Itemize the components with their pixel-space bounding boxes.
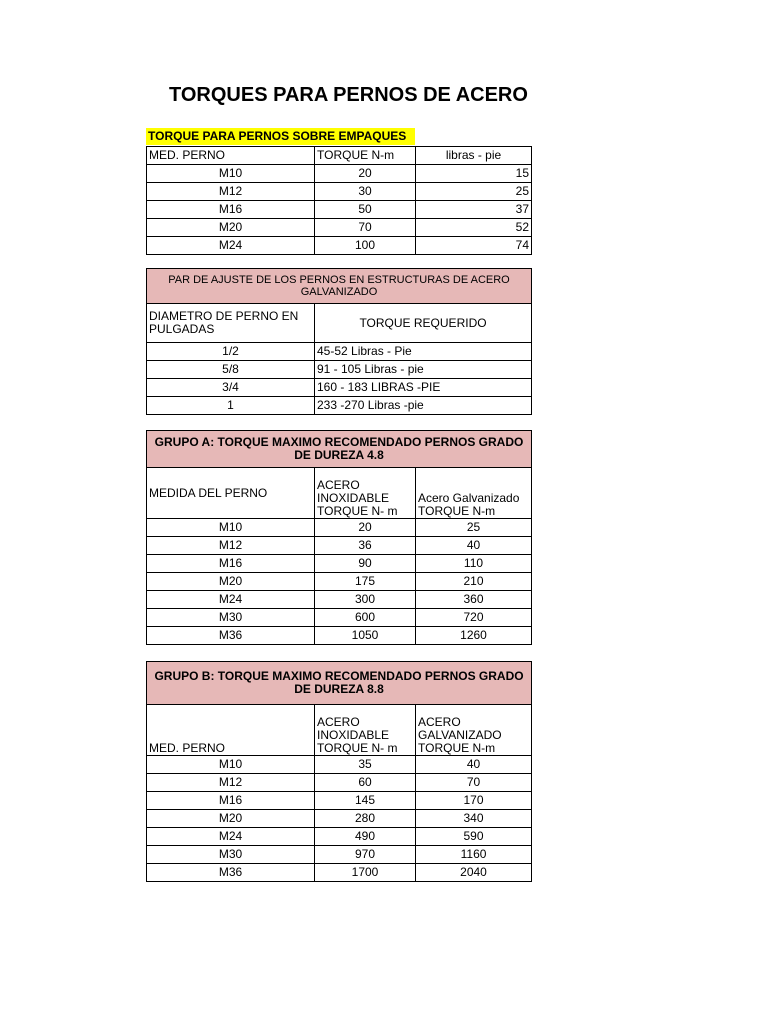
table-cell: 160 - 183 LIBRAS -PIE — [315, 379, 532, 397]
table-cell: M12 — [147, 774, 315, 792]
table-grupo-a — [146, 430, 532, 645]
table-row — [147, 627, 532, 645]
table-caption-row — [147, 431, 532, 468]
table-cell: 90 — [315, 555, 416, 573]
table-cell: 70 — [416, 774, 532, 792]
table-cell: 20 — [315, 165, 416, 183]
table-cell: 74 — [416, 237, 532, 255]
table-cell: 2040 — [416, 864, 532, 882]
table-cell: M20 — [147, 219, 315, 237]
table-cell: M16 — [147, 555, 315, 573]
table-row — [147, 397, 532, 415]
table-cell: M36 — [147, 864, 315, 882]
table-cell: 175 — [315, 573, 416, 591]
table-cell: 720 — [416, 609, 532, 627]
header-cell: DIAMETRO DE PERNO EN PULGADAS — [147, 304, 315, 343]
table-row — [147, 591, 532, 609]
table-cell: M24 — [147, 237, 315, 255]
table-cell: 91 - 105 Libras - pie — [315, 361, 532, 379]
table-cell: 110 — [416, 555, 532, 573]
table-cell: 300 — [315, 591, 416, 609]
table4-caption: GRUPO B: TORQUE MAXIMO RECOMENDADO PERNOS GRADO DE DUREZA 8.8 — [147, 662, 532, 705]
table-cell: 25 — [416, 183, 532, 201]
table-cell: M16 — [147, 792, 315, 810]
table-caption-row — [147, 269, 532, 304]
table-cell: M10 — [147, 756, 315, 774]
table-cell: 145 — [315, 792, 416, 810]
table-cell: 25 — [416, 519, 532, 537]
table-cell: 30 — [315, 183, 416, 201]
table-cell: 40 — [416, 756, 532, 774]
header-cell: ACERO GALVANIZADO TORQUE N-m — [416, 705, 532, 756]
table-cell: M24 — [147, 591, 315, 609]
table-header-row — [147, 468, 532, 519]
table-header-row — [147, 147, 532, 165]
table-row — [147, 774, 532, 792]
header-cell: libras - pie — [416, 147, 532, 165]
table-row — [147, 379, 532, 397]
table-cell: 1160 — [416, 846, 532, 864]
table-cell: 1700 — [315, 864, 416, 882]
table1-caption: TORQUE PARA PERNOS SOBRE EMPAQUES — [146, 128, 415, 145]
table-row — [147, 201, 532, 219]
header-cell: TORQUE N-m — [315, 147, 416, 165]
table-cell: M16 — [147, 201, 315, 219]
table-row — [147, 828, 532, 846]
table-row — [147, 183, 532, 201]
header-cell: ACERO INOXIDABLE TORQUE N- m — [315, 468, 416, 519]
table-cell: 52 — [416, 219, 532, 237]
table-row — [147, 573, 532, 591]
table-cell: 340 — [416, 810, 532, 828]
header-cell: MEDIDA DEL PERNO — [147, 468, 315, 519]
table-caption-row — [147, 662, 532, 705]
table-cell: M10 — [147, 165, 315, 183]
table-cell: 590 — [416, 828, 532, 846]
table-row — [147, 537, 532, 555]
table-row — [147, 519, 532, 537]
table-row — [147, 864, 532, 882]
table-row — [147, 361, 532, 379]
table-cell: M12 — [147, 537, 315, 555]
table-cell: 170 — [416, 792, 532, 810]
table-cell: 490 — [315, 828, 416, 846]
table-cell: 40 — [416, 537, 532, 555]
header-cell: Acero Galvanizado TORQUE N-m — [416, 468, 532, 519]
table-cell: M20 — [147, 810, 315, 828]
table-row — [147, 846, 532, 864]
table-cell: 1260 — [416, 627, 532, 645]
table3-caption: GRUPO A: TORQUE MAXIMO RECOMENDADO PERNOS GRADO DE DUREZA 4.8 — [147, 431, 532, 468]
table-row — [147, 343, 532, 361]
table-cell: 280 — [315, 810, 416, 828]
table-cell: 1050 — [315, 627, 416, 645]
table-cell: M30 — [147, 609, 315, 627]
table-row — [147, 165, 532, 183]
table-header-row — [147, 304, 532, 343]
table-cell: M12 — [147, 183, 315, 201]
table-cell: 35 — [315, 756, 416, 774]
table-cell: 5/8 — [147, 361, 315, 379]
table-cell: 36 — [315, 537, 416, 555]
table-row — [147, 237, 532, 255]
header-cell: MED. PERNO — [147, 705, 315, 756]
table-cell: 45-52 Libras - Pie — [315, 343, 532, 361]
table-cell: 37 — [416, 201, 532, 219]
table-galvanizado — [146, 268, 532, 415]
table-row — [147, 555, 532, 573]
table-grupo-b — [146, 661, 532, 882]
table-cell: M36 — [147, 627, 315, 645]
table-cell: M10 — [147, 519, 315, 537]
table-cell: 15 — [416, 165, 532, 183]
table-cell: M24 — [147, 828, 315, 846]
table-cell: M30 — [147, 846, 315, 864]
table-cell: 233 -270 Libras -pie — [315, 397, 532, 415]
table-cell: 100 — [315, 237, 416, 255]
table-row — [147, 609, 532, 627]
header-cell: TORQUE REQUERIDO — [315, 304, 532, 343]
table-header-row — [147, 705, 532, 756]
header-cell: MED. PERNO — [147, 147, 315, 165]
table-cell: 60 — [315, 774, 416, 792]
table-cell: 3/4 — [147, 379, 315, 397]
table-cell: 1 — [147, 397, 315, 415]
table-cell: M20 — [147, 573, 315, 591]
table-row — [147, 219, 532, 237]
table-cell: 20 — [315, 519, 416, 537]
table-row — [147, 756, 532, 774]
header-cell: ACERO INOXIDABLE TORQUE N- m — [315, 705, 416, 756]
table-row — [147, 810, 532, 828]
table2-caption: PAR DE AJUSTE DE LOS PERNOS EN ESTRUCTURAS DE ACERO GALVANIZADO — [147, 269, 532, 304]
table-torque-empaques — [146, 146, 532, 255]
table-row — [147, 792, 532, 810]
table-cell: 360 — [416, 591, 532, 609]
table-cell: 970 — [315, 846, 416, 864]
table-cell: 70 — [315, 219, 416, 237]
table-cell: 50 — [315, 201, 416, 219]
table-cell: 210 — [416, 573, 532, 591]
table-cell: 600 — [315, 609, 416, 627]
page-title: TORQUES PARA PERNOS DE ACERO — [169, 84, 528, 106]
table-cell: 1/2 — [147, 343, 315, 361]
